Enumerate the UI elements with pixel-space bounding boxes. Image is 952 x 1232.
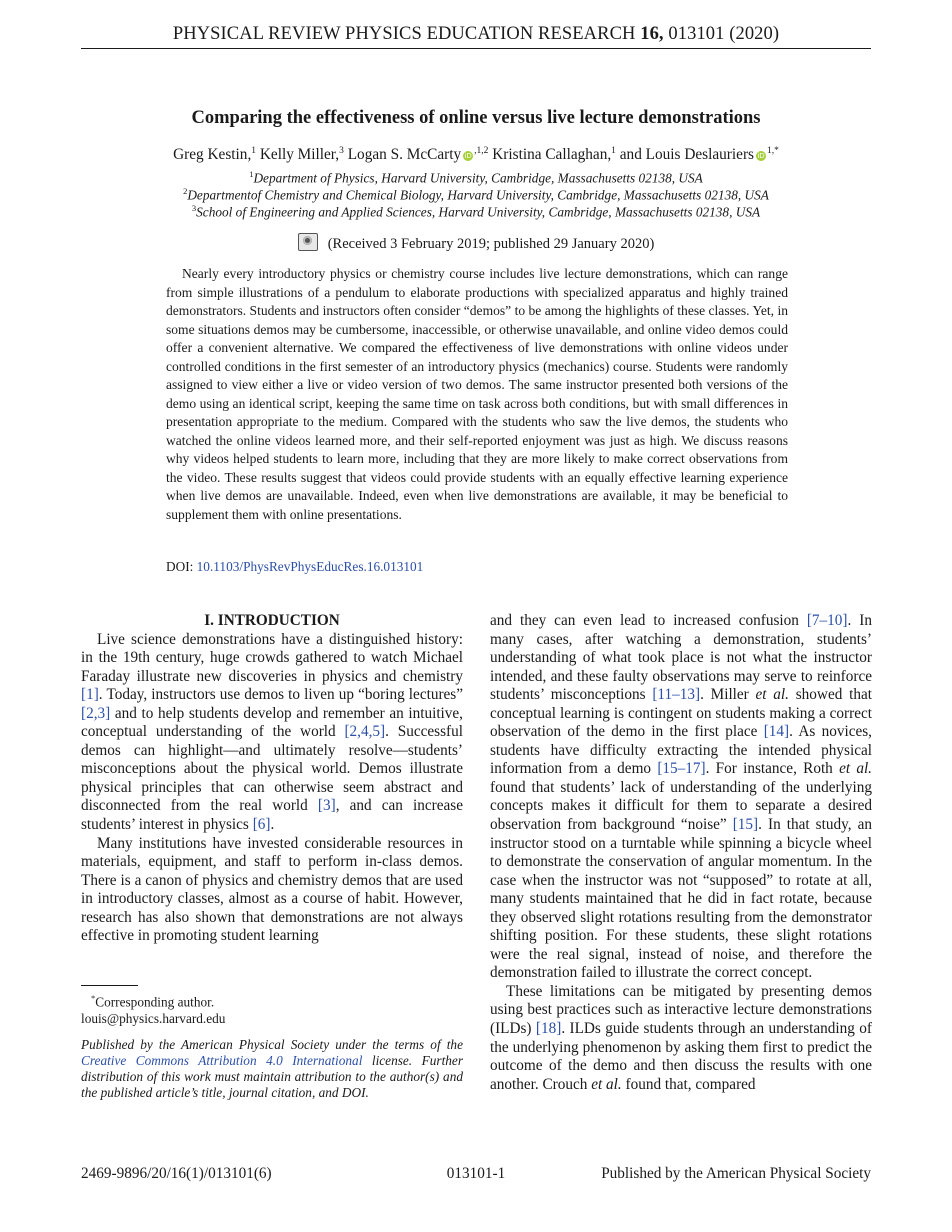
citation-link[interactable]: [3] — [317, 797, 336, 815]
article-number: 013101 (2020) — [668, 24, 780, 44]
journal-volume: 16, — [640, 24, 664, 44]
affiliation-1 — [81, 169, 871, 186]
received-dates: (Received 3 February 2019; published 29 January 2020) — [327, 236, 655, 252]
text-run: . In that study, an instructor stood on a turntable while spinning a bicycle wheel to demonstrate the conservation of angular momentum. In the case when the instructor was not “supposed” to rotate at all, many students maintained that he did in fact rotate, because they observed slight rotations resulting from the demonstrator shifting position. For these students, these slight rotations were the real signal, instead of noise, and therefore the demonstration failed to illustrate the correct concept. — [490, 816, 872, 982]
section-heading — [81, 612, 463, 631]
author-name: Kelly Miller, — [259, 146, 340, 164]
citation-link[interactable]: [2,3] — [81, 704, 111, 722]
affiliation-text: School of Engineering and Applied Sciences, Harvard University, Cambridge, Massachusetts 02138, USA — [196, 204, 761, 220]
author-affil: 1 — [611, 146, 616, 156]
footnote-label-line — [81, 990, 225, 1011]
doi-label: DOI: — [166, 559, 194, 574]
et-al: et al. — [591, 1075, 622, 1093]
citation-link[interactable]: [2,4,5] — [344, 723, 386, 741]
et-al: et al. — [839, 760, 872, 778]
text-run: . — [270, 816, 275, 834]
author-affil: 1 — [251, 146, 257, 156]
abstract — [166, 265, 788, 524]
journal-name: PHYSICAL REVIEW PHYSICS EDUCATION RESEARCH — [172, 24, 636, 44]
citation-link[interactable]: [15] — [732, 816, 759, 834]
text-run: Published by the American Physical Society under the terms of the — [81, 1037, 463, 1052]
orcid-icon[interactable]: iD — [757, 152, 765, 161]
citation-link[interactable]: [14] — [763, 723, 790, 741]
text-run: and to help students develop and remember an intuitive, conceptual understanding of the world — [81, 704, 463, 741]
author-name: Logan S. McCarty — [347, 146, 462, 164]
footer-publisher: Published by the American Physical Society — [601, 1165, 871, 1182]
citation-link[interactable]: [11–13] — [652, 686, 701, 704]
footer-page-number: 013101-1 — [446, 1165, 506, 1182]
text-run: Live science demonstrations have a distinguished history: in the 19th century, huge crowds gathered to watch Michael Faraday illustrate new discoveries in physics and chemistry — [81, 630, 463, 685]
intro-paragraph-4 — [490, 983, 872, 1094]
affiliation-mark: 1 — [249, 169, 254, 179]
citation-link[interactable]: [18] — [535, 1020, 562, 1038]
intro-paragraph-1 — [81, 631, 463, 835]
license-link[interactable]: Creative Commons Attribution 4.0 International — [81, 1053, 363, 1068]
footnote-mark: * — [90, 993, 96, 1003]
et-al: et al. — [755, 686, 789, 704]
running-header — [81, 24, 871, 45]
author-list — [81, 146, 871, 164]
text-run: . Miller — [700, 686, 756, 704]
text-run: . In many cases, after watching a demonstration, students’ understanding of what took place is not what the instructor intended, and these faulty observations may serve to reinforce students’ misconceptions — [490, 612, 872, 704]
affiliation-2 — [81, 186, 871, 203]
orcid-icon[interactable]: iD — [464, 152, 472, 161]
right-column — [490, 612, 872, 1094]
affiliation-text: Department of Physics, Harvard University, Cambridge, Massachusetts 02138, USA — [253, 170, 703, 186]
license-statement — [81, 1037, 463, 1101]
section-number: I. — [204, 612, 214, 629]
footnote-rule — [81, 985, 138, 986]
intro-paragraph-3 — [490, 612, 872, 983]
affiliation-text: Departmentof Chemistry and Chemical Biology, Harvard University, Cambridge, Massachusetts 02138, USA — [187, 187, 769, 203]
section-title: INTRODUCTION — [217, 612, 340, 629]
footnote-email[interactable]: louis@physics.harvard.edu — [81, 1010, 226, 1026]
text-run: . ILDs guide students through an understanding of the underlying phenomenon by asking them first to predict the outcome of the demo and then discuss the results with one another. Crouch — [490, 1020, 872, 1093]
author-affil: 3 — [339, 146, 344, 156]
footnote-label: Corresponding author. — [95, 994, 215, 1010]
text-run: These limitations can be mitigated by presenting demos using best practices such as interactive lecture demonstrations (ILDs) — [490, 982, 872, 1038]
author-name: and Louis Deslauriers — [619, 146, 754, 164]
text-run: license. Further distribution of this work must maintain attribution to the author(s) and the published article’s title, journal citation, and DOI. — [81, 1053, 463, 1100]
check-for-updates-icon[interactable] — [298, 233, 318, 251]
received-line — [81, 233, 871, 253]
text-run: and they can even lead to increased confusion — [490, 612, 807, 629]
text-run: , and can increase students’ interest in physics — [81, 797, 463, 834]
author-name: Greg Kestin, — [173, 146, 252, 164]
text-run: . For instance, Roth — [705, 760, 840, 778]
left-column — [81, 612, 463, 946]
abstract-text: Nearly every introductory physics or chemistry course includes live lecture demonstrations, which can range from simple illustrations of a pendulum to elaborate productions with specialized apparatus and highly trained demonstrators. Students and instructors often consider “demos” to be among the highlights of these classes. Yet, in some situations demos may be cumbersome, inaccessible, or otherwise unavailable, and online video demos could offer a convenient alternative. We compared the effectiveness of live demonstrations with online videos under controlled conditions in the first semester of an introductory physics (mechanics) course. Students were randomly assigned to view either a live or video version of two demos. The same instructor presented both versions of the demo using an identical script, keeping the same time on task across both conditions, but with small differences in presentation appropriate to the medium. Compared with the students who saw the live demos, the students who watched the online videos learned more, and their self-reported enjoyment was just as high. We discuss reasons why videos helped students to learn more, including that they are more likely to make correct observations from the video. These results suggest that videos could provide students with an equally effective learning experience when live demos are unavailable. Indeed, even when live demonstrations are available, it may be beneficial to supplement them with online presentations. — [166, 266, 788, 522]
citation-link[interactable]: [7–10] — [806, 612, 848, 629]
affiliation-mark: 2 — [183, 186, 188, 196]
intro-paragraph-2: Many institutions have invested considerable resources in materials, equipment, and staff to perform in-class demos. There is a canon of physics and chemistry demos that are used in introductory classes, almost as a course of habit. However, research has also shown that demonstrations are not always effective in promoting student learning — [81, 834, 463, 945]
header-rule — [81, 48, 871, 49]
author-affil: ,1,2 — [474, 146, 489, 156]
citation-link[interactable]: [6] — [252, 816, 271, 834]
text-run: found that, compared — [621, 1075, 756, 1093]
citation-link[interactable]: [15–17] — [657, 760, 706, 778]
author-name: Kristina Callaghan, — [492, 146, 612, 164]
affiliation-mark: 3 — [191, 203, 197, 213]
text-run: showed that conceptual learning is contingent on students making a correct observation of the demo in the first place — [490, 686, 872, 741]
doi-link[interactable]: 10.1103/PhysRevPhysEducRes.16.013101 — [196, 559, 424, 574]
author-affil: 1,* — [767, 146, 779, 156]
citation-link[interactable]: [1] — [81, 686, 99, 704]
text-run: found that students’ lack of understanding of the underlying concepts makes it difficult for them to separate a desired observation from background “noise” — [490, 778, 872, 834]
footer-issn: 2469-9896/20/16(1)/013101(6) — [81, 1165, 272, 1182]
text-run: . As novices, students have difficulty extracting the intended physical information from a demo — [490, 723, 872, 778]
text-run: . Successful demos can highlight—and ultimately resolve—students’ misconceptions about the physical world. Demos illustrate physical principles that can otherwise seem abstract and disconnected from the real world — [81, 723, 463, 815]
text-run: . Today, instructors use demos to liven up “boring lectures” — [98, 686, 463, 704]
doi-line — [166, 559, 423, 575]
corresponding-author-footnote — [81, 990, 225, 1027]
paper-title: Comparing the effectiveness of online versus live lecture demonstrations — [191, 108, 761, 128]
affiliation-3 — [81, 203, 871, 220]
